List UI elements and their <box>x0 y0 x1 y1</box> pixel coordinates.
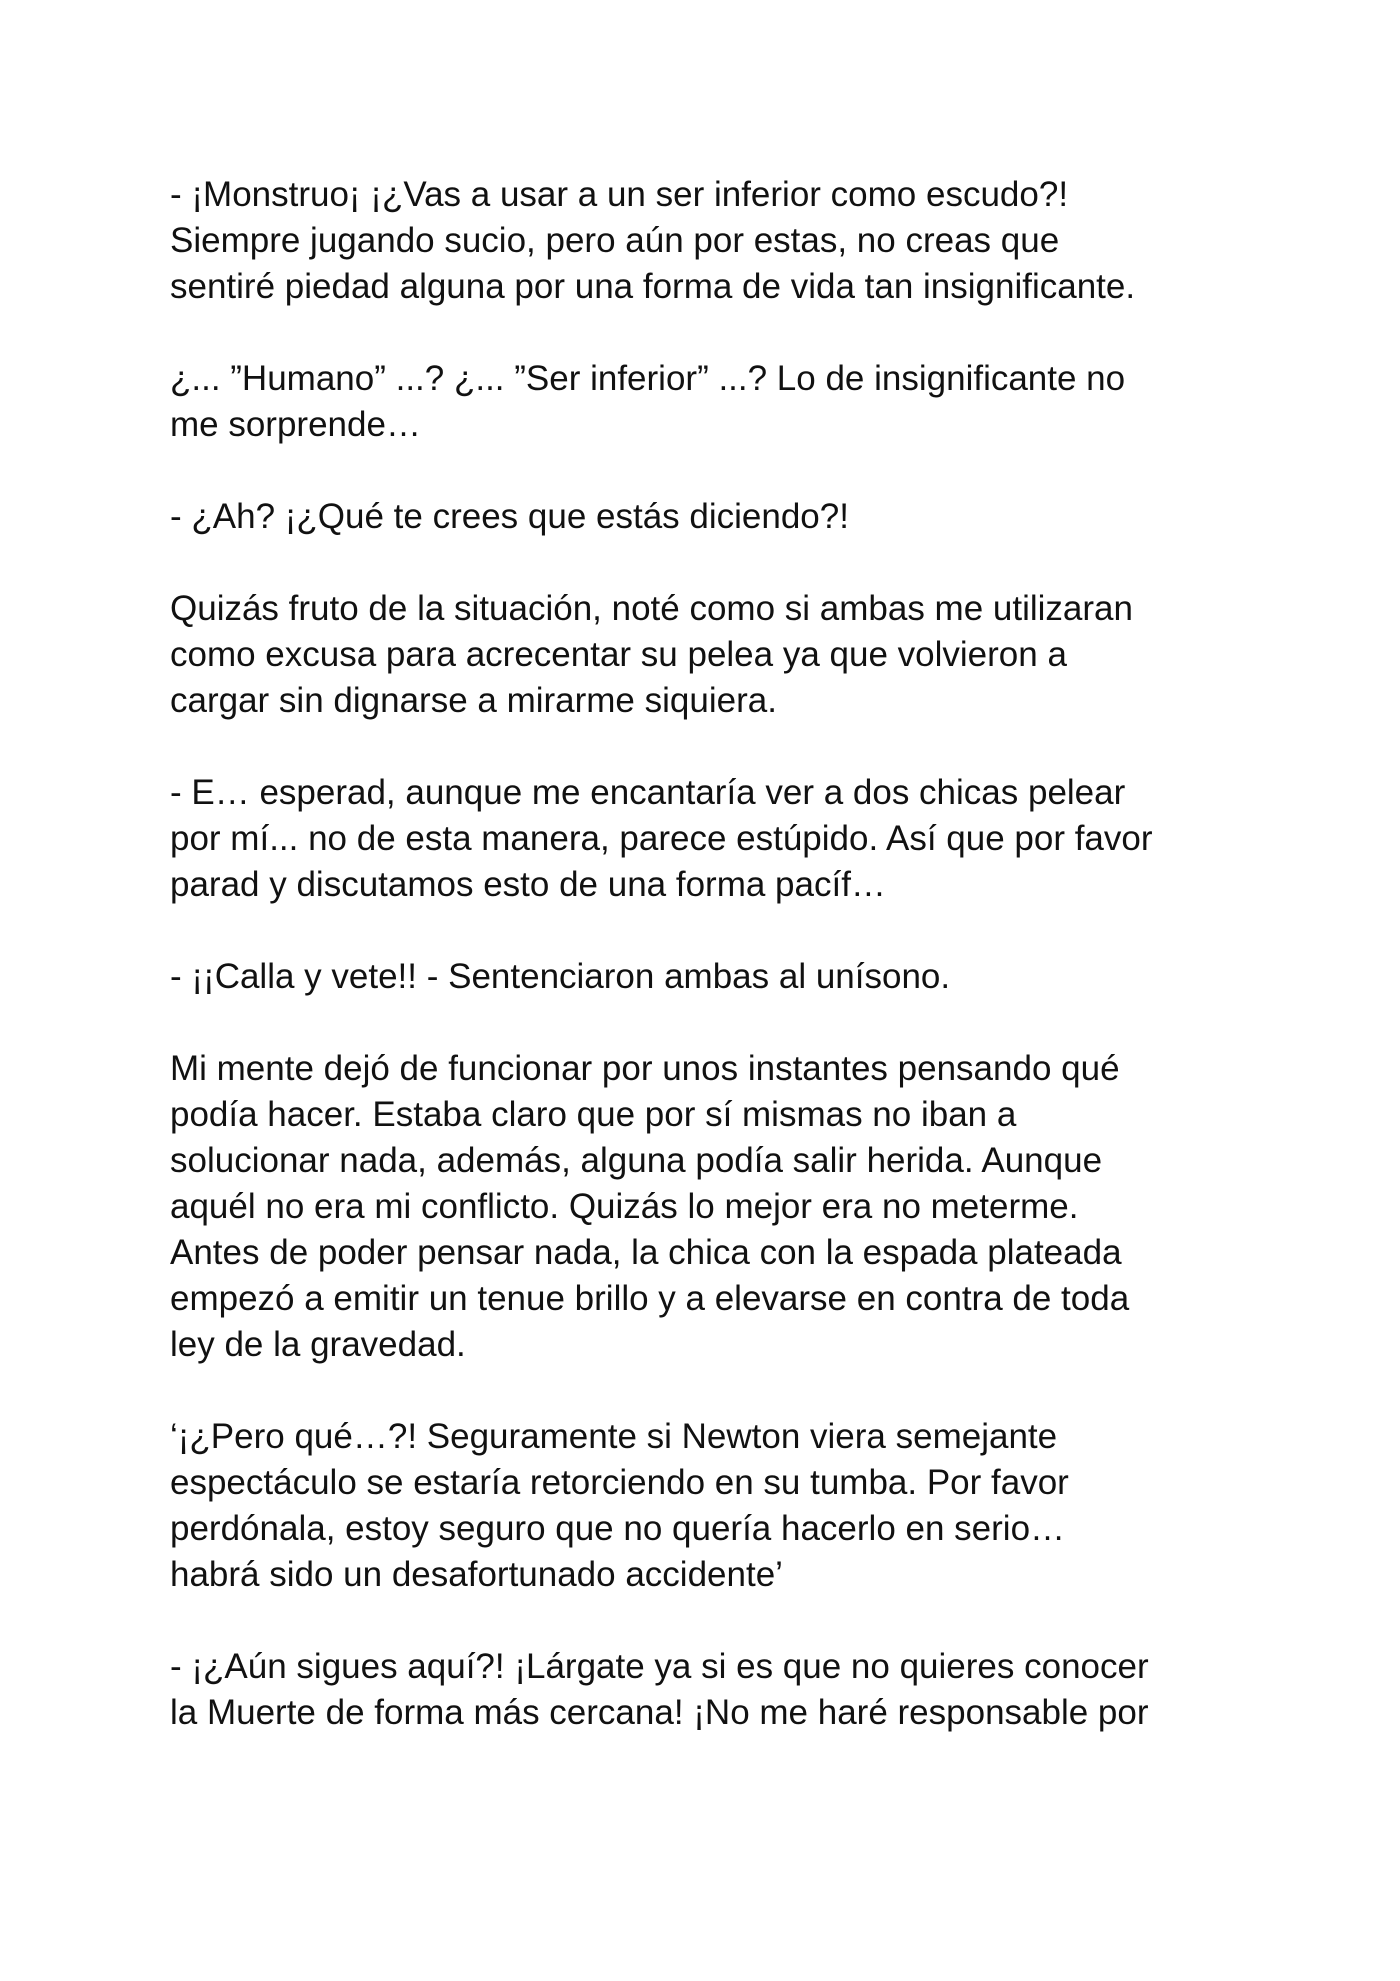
text-line: - ¡¡Calla y vete!! - Sentenciaron ambas al unísono. <box>170 957 951 996</box>
text-line: solucionar nada, además, alguna podía salir herida. Aunque <box>170 1141 1103 1180</box>
text-line: ley de la gravedad. <box>170 1325 466 1364</box>
text-line: empezó a emitir un tenue brillo y a elevarse en contra de toda <box>170 1279 1130 1318</box>
paragraph-6 <box>170 954 1250 1000</box>
text-line: Mi mente dejó de funcionar por unos instantes pensando qué <box>170 1049 1120 1088</box>
paragraph-2 <box>170 356 1250 448</box>
paragraph-1 <box>170 172 1250 310</box>
paragraph-5 <box>170 770 1250 908</box>
text-line: aquél no era mi conflicto. Quizás lo mejor era no meterme. <box>170 1187 1079 1226</box>
text-line: la Muerte de forma más cercana! ¡No me haré responsable por <box>170 1693 1149 1732</box>
text-line: me sorprende… <box>170 405 421 444</box>
text-line: - ¿Ah? ¡¿Qué te crees que estás diciendo?! <box>170 497 849 536</box>
text-line: por mí... no de esta manera, parece estúpido. Así que por favor <box>170 819 1153 858</box>
paragraph-4 <box>170 586 1250 724</box>
text-line: - ¡¿Aún sigues aquí?! ¡Lárgate ya si es que no quieres conocer <box>170 1647 1149 1686</box>
text-line: ‘¡¿Pero qué…?! Seguramente si Newton viera semejante <box>170 1417 1058 1456</box>
text-line: perdónala, estoy seguro que no quería hacerlo en serio… <box>170 1509 1066 1548</box>
paragraph-8 <box>170 1414 1250 1598</box>
text-line: como excusa para acrecentar su pelea ya que volvieron a <box>170 635 1067 674</box>
text-line: - E… esperad, aunque me encantaría ver a dos chicas pelear <box>170 773 1126 812</box>
text-line: - ¡Monstruo¡ ¡¿Vas a usar a un ser inferior como escudo?! <box>170 175 1069 214</box>
text-line: parad y discutamos esto de una forma pacíf… <box>170 865 886 904</box>
text-line: cargar sin dignarse a mirarme siquiera. <box>170 681 777 720</box>
text-line: Siempre jugando sucio, pero aún por estas, no creas que <box>170 221 1060 260</box>
text-line: habrá sido un desafortunado accidente’ <box>170 1555 783 1594</box>
text-line: Antes de poder pensar nada, la chica con la espada plateada <box>170 1233 1122 1272</box>
text-line: espectáculo se estaría retorciendo en su tumba. Por favor <box>170 1463 1069 1502</box>
text-line: podía hacer. Estaba claro que por sí mismas no iban a <box>170 1095 1017 1134</box>
document-page <box>170 172 1250 1782</box>
text-line: sentiré piedad alguna por una forma de vida tan insignificante. <box>170 267 1136 306</box>
text-line: Quizás fruto de la situación, noté como si ambas me utilizaran <box>170 589 1133 628</box>
paragraph-3 <box>170 494 1250 540</box>
paragraph-7 <box>170 1046 1250 1368</box>
text-line: ¿... ”Humano” ...? ¿... ”Ser inferior” ...? Lo de insignificante no <box>170 359 1126 398</box>
paragraph-9 <box>170 1644 1250 1736</box>
